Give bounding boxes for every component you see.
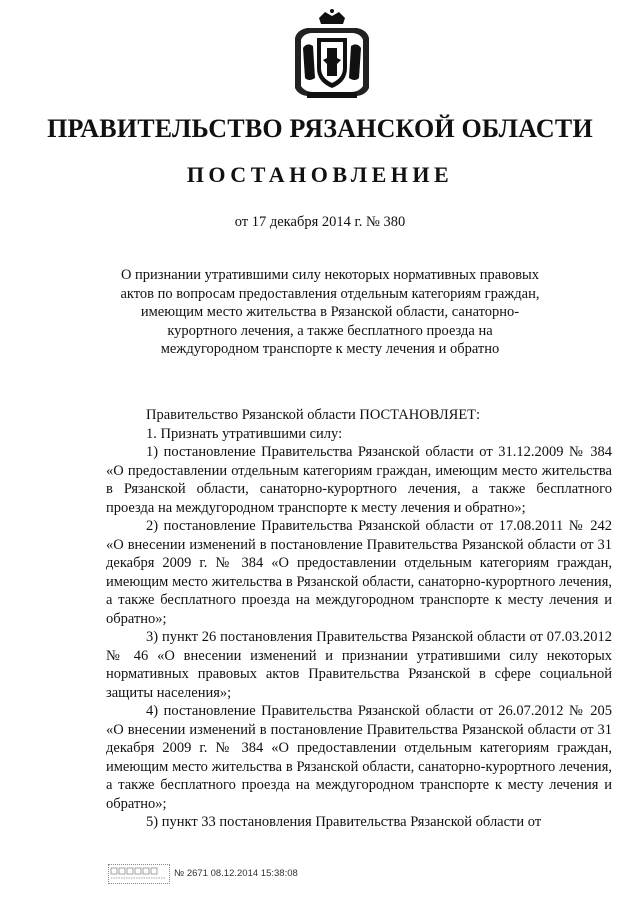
registration-number: № 2671 08.12.2014 15:38:08	[174, 868, 298, 879]
registration-stamp	[108, 864, 170, 884]
footer	[108, 864, 468, 886]
coat-of-arms-icon	[285, 8, 379, 102]
stamp-graphic-icon	[109, 865, 169, 883]
body-paragraph: 2) постановление Правительства Рязанской области от 17.08.2011 № 242 «О внесении изменений в постановление Правительства Рязанской области от 31 декабря 2009 г. № 384 «О предоставлении отдельным категориям граждан, имеющим место жительства в Рязанской области, санаторно-курортного лечения, а также бесплатного проезда на междугородном транспорте к месту лечения и обратно»;	[106, 518, 612, 627]
body-paragraph: 1) постановление Правительства Рязанской области от 31.12.2009 № 384 «О предоставлении отдельным категориям граждан, имеющим место жительства в Рязанской области, санаторно-курортного лечения, а также бесплатного проезда на междугородном транспорте к месту лечения и обратно»;	[106, 444, 612, 516]
body-paragraph: 1. Признать утратившими силу:	[146, 425, 343, 442]
document-type: ПОСТАНОВЛЕНИЕ	[186, 162, 454, 187]
body-paragraph: Правительство Рязанской области ПОСТАНОВЛЯЕТ:	[146, 407, 481, 423]
document-date-number: от 17 декабря 2014 г. № 380	[234, 214, 406, 230]
document-body	[106, 406, 612, 832]
body-paragraph: 3) пункт 26 постановления Правительства Рязанской области от 07.03.2012 № 46 «О внесении изменений и признании утратившими силу некоторых нормативных правовых актов Правительства Рязанской в сфере социальной защиты населения»;	[106, 629, 612, 701]
body-paragraph: 5) пункт 33 постановления Правительства Рязанской области от	[146, 814, 542, 830]
body-paragraph: 4) постановление Правительства Рязанской области от 26.07.2012 № 205 «О внесении изменений в постановление Правительства Рязанской области от 31 декабря 2009 г. № 384 «О предоставлении отдельным категориям граждан, имеющим место жительства в Рязанской области, санаторно-курортного лечения, а также бесплатного проезда на междугородном транспорте к месту лечения и обратно»;	[106, 703, 612, 812]
document-subject: О признании утратившими силу некоторых нормативных правовых актов по вопросам предоставления отдельным категориям граждан, имеющим место жительства в Рязанской области, санаторно-курортного лечения, а также бесплатного проезда на междугородном транспорте к месту лечения и обратно	[120, 267, 540, 357]
government-title: ПРАВИТЕЛЬСТВО РЯЗАНСКОЙ ОБЛАСТИ	[47, 114, 593, 143]
